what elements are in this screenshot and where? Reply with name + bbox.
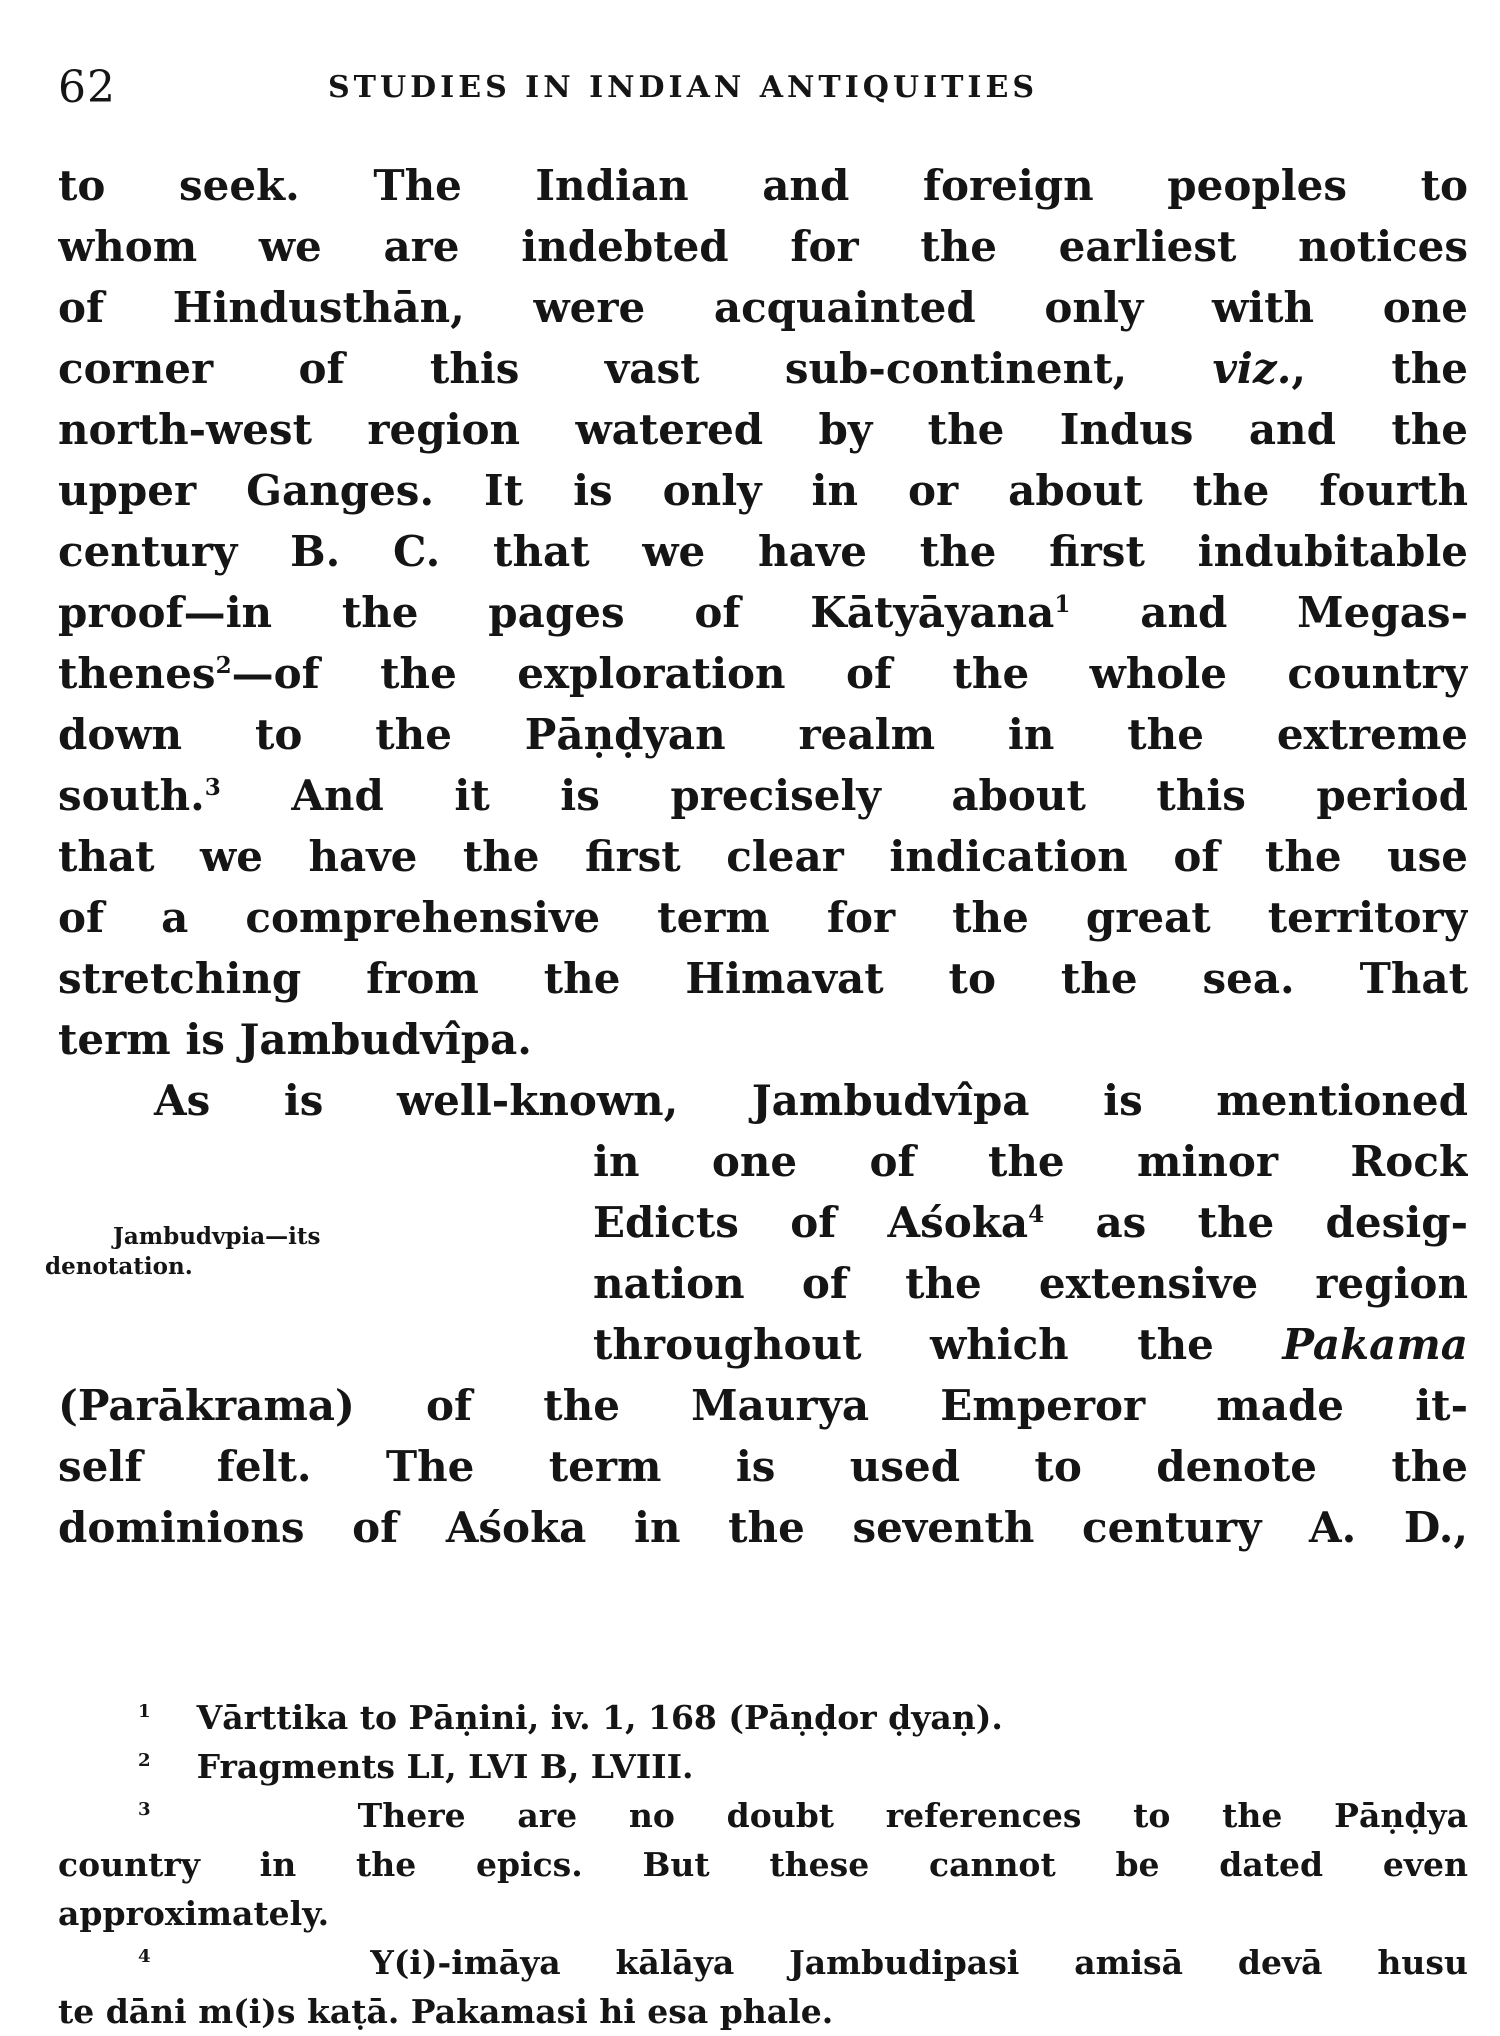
text-line: (Parākrama) of the Maurya Emperor made it- [58,1381,1468,1430]
text-line: proof—in the pages of Kātyāyana$^1$ and Megas- [58,588,1468,637]
text-line: down to the Pāṇḍyan realm in the extreme [58,710,1468,759]
footnote-number: 4 [138,1946,151,1967]
footnote-number: 3 [138,1799,151,1820]
text-line: Edicts of Aśoka$^4$ as the desig- [593,1198,1468,1247]
page-number: 62 [58,62,116,113]
footnote-number: 1 [138,1701,151,1722]
text-line: self felt. The term is used to denote the [58,1442,1468,1491]
footnote-ref: 1 [1054,591,1071,618]
text-line: of a comprehensive term for the great territory [58,893,1468,942]
viz-abbreviation: viz. [1212,344,1292,393]
footnote-ref: 2 [215,652,232,679]
marginal-note [45,1222,445,1282]
text-line: As is well-known, Jambudvîpa is mentioned [154,1076,1468,1125]
running-title: STUDIES IN INDIAN ANTIQUITIES [328,70,1038,105]
footnote-4-cont: te dāni m(i)s kaṭā. Pakamasi hi esa phale. [58,1992,834,2031]
marginal-note-line: denotation. [45,1253,193,1280]
text-line: corner of this vast sub-continent, viz., the [58,344,1468,393]
text-line: whom we are indebted for the earliest notices [58,222,1468,271]
text-line: to seek. The Indian and foreign peoples to [58,161,1468,210]
text-line: thenes$^2$—of the exploration of the whole country [58,649,1468,698]
footnote-1: $^1$ Vārttika to Pāṇini, iv. 1, 168 (Pāṇḍor ḍyaṇ). [138,1698,1003,1737]
main-text [58,155,1468,1558]
text-line: that we have the first clear indication of the use [58,832,1468,881]
footnotes [58,1693,1468,2036]
text-line: throughout which the Pakama [593,1320,1468,1369]
footnote-number: 2 [138,1750,151,1771]
footnote-3-cont: country in the epics. But these cannot be dated even [58,1845,1468,1884]
footnote-4: $^4$ Y(i)-imāya kālāya Jambudipasi amisā devā husu [138,1943,1468,1982]
footnote-3: $^3$ There are no doubt references to the Pāṇḍya [138,1796,1468,1835]
text-line: stretching from the Himavat to the sea. That [58,954,1468,1003]
text-line: century B. C. that we have the first indubitable [58,527,1468,576]
footnote-2: $^2$ Fragments LI, LVI B, LVIII. [138,1747,694,1786]
text-line: upper Ganges. It is only in or about the fourth [58,466,1468,515]
footnote-3-cont: approximately. [58,1894,330,1933]
text-line: of Hindusthān, were acquainted only with one [58,283,1468,332]
text-line: term is Jambudvîpa. [58,1015,532,1064]
text-line: in one of the minor Rock [593,1137,1468,1186]
page-header [58,50,1458,120]
text-line: north-west region watered by the Indus and the [58,405,1468,454]
text-line: dominions of Aśoka in the seventh century A. D., [58,1503,1468,1552]
footnote-ref: 4 [1028,1201,1045,1228]
text-line: nation of the extensive region [593,1259,1468,1308]
text-line: south.$^3$ And it is precisely about this period [58,771,1468,820]
footnote-ref: 3 [204,774,221,801]
pakama-term: Pakama [1282,1320,1468,1369]
marginal-note-line: Jambudvpia—its [113,1223,321,1250]
